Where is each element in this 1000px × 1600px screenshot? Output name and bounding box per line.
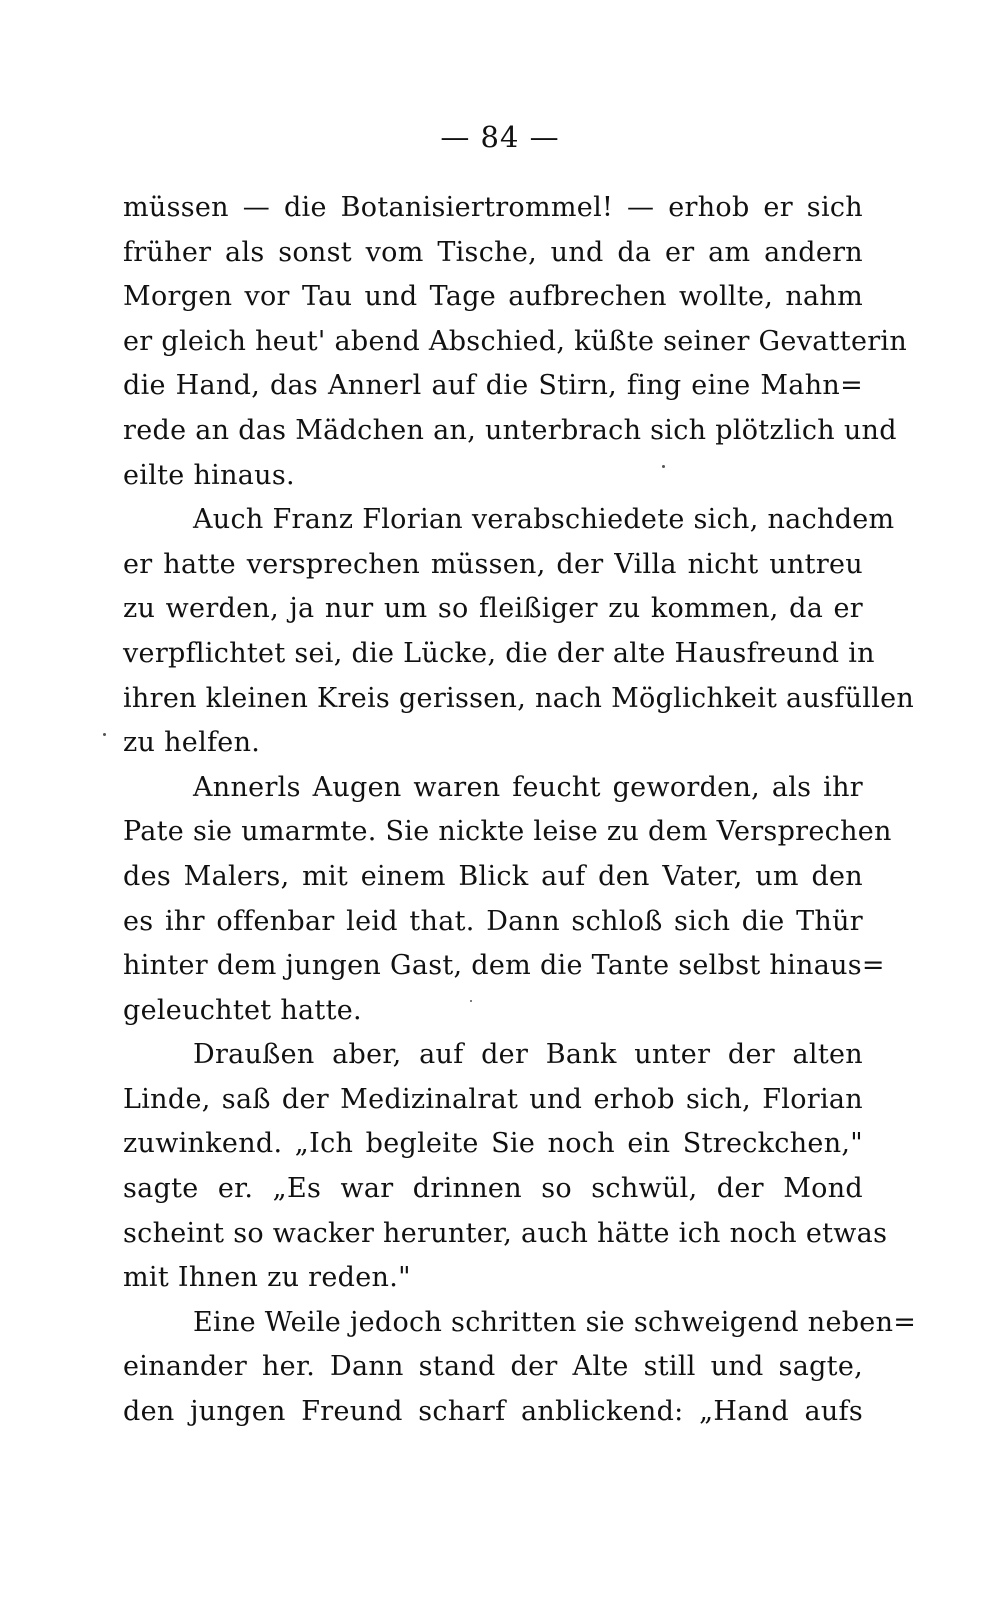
- body-text: [123, 186, 917, 1435]
- text-line: geleuchtet hatte.: [123, 994, 362, 1026]
- text-line: sagte er. „Es war drinnen so schwül, der Mond: [123, 1173, 863, 1205]
- text-line: einander her. Dann stand der Alte still und sagte,: [123, 1351, 863, 1383]
- page-number: — 84 —: [440, 120, 560, 154]
- text-line: hinter dem jungen Gast, dem die Tante selbst hinaus=: [123, 950, 885, 982]
- text-line: Pate sie umarmte. Sie nickte leise zu dem Versprechen: [123, 816, 892, 848]
- text-line: er hatte versprechen müssen, der Villa nicht untreu: [123, 548, 863, 580]
- text-line: es ihr offenbar leid that. Dann schloß sich die Thür: [123, 905, 863, 937]
- text-line: den jungen Freund scharf anblickend: „Hand aufs: [123, 1396, 863, 1428]
- text-line: Draußen aber, auf der Bank unter der alten: [193, 1039, 863, 1071]
- text-line: rede an das Mädchen an, unterbrach sich plötzlich und: [123, 414, 897, 446]
- text-line: früher als sonst vom Tische, und da er am andern: [123, 236, 863, 268]
- text-line: müssen — die Botanisiertrommel! — erhob er sich: [123, 192, 863, 223]
- text-line: Eine Weile jedoch schritten sie schweigend neben=: [193, 1306, 917, 1338]
- text-line: scheint so wacker herunter, auch hätte ich noch etwas: [123, 1217, 888, 1249]
- text-line: verpflichtet sei, die Lücke, die der alte Hausfreund in: [123, 637, 875, 669]
- text-line: zu helfen.: [123, 727, 261, 759]
- text-line: die Hand, das Annerl auf die Stirn, fing eine Mahn=: [123, 370, 863, 402]
- print-speck: [103, 733, 106, 736]
- print-speck: [662, 465, 665, 468]
- text-line: zuwinkend. „Ich begleite Sie noch ein Streckchen,": [123, 1128, 863, 1160]
- text-line: mit Ihnen zu reden.": [123, 1262, 411, 1294]
- text-line: Annerls Augen waren feucht geworden, als ihr: [193, 771, 863, 803]
- text-line: zu werden, ja nur um so fleißiger zu kommen, da er: [123, 593, 863, 625]
- text-line: des Malers, mit einem Blick auf den Vater, um den: [123, 860, 863, 892]
- text-line: Morgen vor Tau und Tage aufbrechen wollte, nahm: [123, 281, 863, 313]
- text-line: er gleich heut' abend Abschied, küßte seiner Gevatterin: [123, 325, 908, 357]
- text-line: Auch Franz Florian verabschiedete sich, nachdem: [193, 504, 895, 536]
- print-speck: [470, 1000, 472, 1002]
- text-line: eilte hinaus.: [123, 459, 295, 491]
- text-line: Linde, saß der Medizinalrat und erhob sich, Florian: [123, 1083, 863, 1115]
- text-line: ihren kleinen Kreis gerissen, nach Möglichkeit ausfüllen: [123, 682, 915, 714]
